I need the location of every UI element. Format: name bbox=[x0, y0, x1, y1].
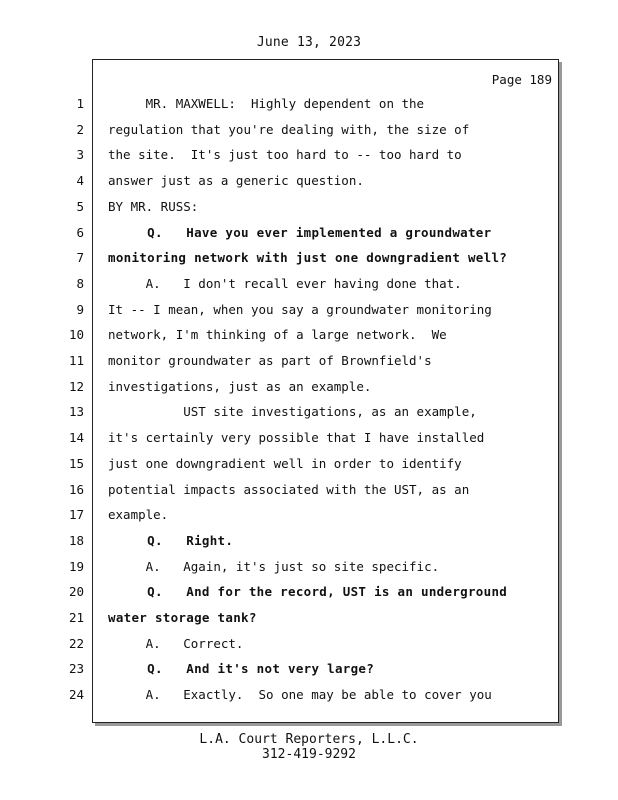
transcript-line: BY MR. RUSS: bbox=[108, 199, 199, 214]
line-number: 11 bbox=[68, 353, 84, 368]
transcript-line: potential impacts associated with the UST, as an bbox=[108, 482, 470, 497]
transcript-line: regulation that you're dealing with, the size of bbox=[108, 122, 470, 137]
transcript-line: it's certainly very possible that I have installed bbox=[108, 430, 485, 445]
line-number: 1 bbox=[76, 96, 84, 111]
page-number: Page 189 bbox=[491, 72, 552, 87]
transcript-line: It -- I mean, when you say a groundwater monitoring bbox=[108, 302, 492, 317]
transcript-line: A. Correct. bbox=[108, 636, 244, 651]
transcript-line: A. I don't recall ever having done that. bbox=[108, 276, 462, 291]
transcript-line: A. Exactly. So one may be able to cover you bbox=[108, 687, 492, 702]
line-number: 18 bbox=[68, 533, 84, 548]
line-number: 5 bbox=[76, 199, 84, 214]
transcript-line: network, I'm thinking of a large network. We bbox=[108, 327, 447, 342]
line-number: 14 bbox=[68, 430, 84, 445]
line-number: 12 bbox=[68, 379, 84, 394]
line-number: 20 bbox=[68, 584, 84, 599]
line-number: 16 bbox=[68, 482, 84, 497]
transcript-line: MR. MAXWELL: Highly dependent on the bbox=[108, 96, 425, 111]
line-number: 10 bbox=[68, 327, 84, 342]
transcript-line: answer just as a generic question. bbox=[108, 173, 364, 188]
transcript-line: investigations, just as an example. bbox=[108, 379, 372, 394]
line-number: 13 bbox=[68, 404, 84, 419]
line-number: 4 bbox=[76, 173, 84, 188]
line-number: 2 bbox=[76, 122, 84, 137]
transcript-date: June 13, 2023 bbox=[256, 35, 362, 50]
question-line: water storage tank? bbox=[108, 610, 257, 625]
transcript-line: the site. It's just too hard to -- too hard to bbox=[108, 147, 462, 162]
line-number: 23 bbox=[68, 661, 84, 676]
line-number: 24 bbox=[68, 687, 84, 702]
line-number: 7 bbox=[76, 250, 84, 265]
line-number: 6 bbox=[76, 225, 84, 240]
question-line: Q. Have you ever implemented a groundwater bbox=[108, 225, 492, 240]
transcript-line: monitor groundwater as part of Brownfield's bbox=[108, 353, 432, 368]
line-number: 21 bbox=[68, 610, 84, 625]
line-number: 22 bbox=[68, 636, 84, 651]
line-number: 3 bbox=[76, 147, 84, 162]
line-number: 8 bbox=[76, 276, 84, 291]
line-number: 17 bbox=[68, 507, 84, 522]
question-line: monitoring network with just one downgradient well? bbox=[108, 250, 508, 265]
question-line: Q. And it's not very large? bbox=[108, 661, 375, 676]
transcript-line: just one downgradient well in order to identify bbox=[108, 456, 462, 471]
footer bbox=[0, 732, 618, 762]
line-number: 9 bbox=[76, 302, 84, 317]
line-number: 15 bbox=[68, 456, 84, 471]
question-line: Q. And for the record, UST is an underground bbox=[108, 584, 508, 599]
line-number: 19 bbox=[68, 559, 84, 574]
transcript-line: example. bbox=[108, 507, 169, 522]
footer-company: L.A. Court Reporters, L.L.C. bbox=[199, 732, 419, 747]
transcript-line: A. Again, it's just so site specific. bbox=[108, 559, 440, 574]
question-line: Q. Right. bbox=[108, 533, 234, 548]
transcript-line: UST site investigations, as an example, bbox=[108, 404, 477, 419]
footer-phone: 312-419-9292 bbox=[262, 747, 356, 762]
